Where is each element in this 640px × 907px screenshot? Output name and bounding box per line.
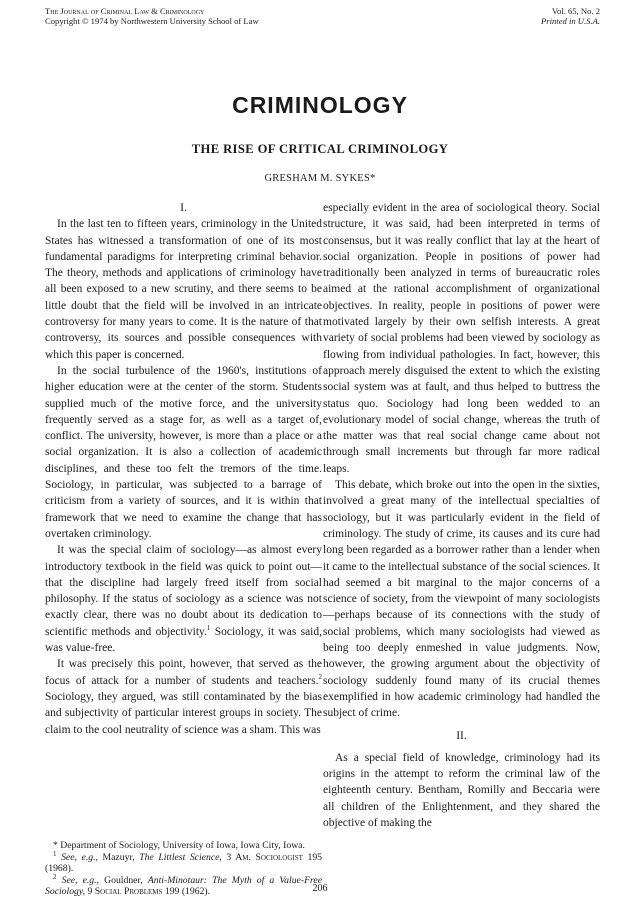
footnote-affiliation: * Department of Sociology, University of Iowa, Iowa City, Iowa.: [53, 840, 305, 851]
footnote-cite: 199 (1962).: [162, 886, 211, 897]
printed-line: Printed in U.S.A.: [541, 16, 600, 26]
copyright-line: Copyright © 1974 by Northwestern University School of Law: [45, 16, 259, 26]
paragraph-text: It was the special claim of sociology—as almost every introductory textbook in the field was quick to point out—that the discipline had largely freed itself from social philosophy. If the status of sociology as a science was not exactly clear, there was no doubt about its dedication to scientific methods and objectivity.: [45, 544, 322, 638]
footnote-author: Mazuyr,: [97, 851, 140, 863]
footnote-signal: See, e.g.,: [61, 851, 98, 863]
section-heading-one: I.: [180, 202, 187, 214]
paragraph: [45, 656, 322, 737]
footnote-journal: 9 Social Problems: [85, 886, 163, 897]
volume-line: Vol. 65, No. 2: [551, 6, 600, 16]
paragraph: In the social turbulence of the 1960's, institutions of higher education were at the center of the storm. Students supplied much of the motive force, and the university frequently served as a stage for, as well as a target of, conflict. The university, however, is more than a place or a social organization. It is also a collection of academic disciplines, and these too felt the tremors of the time. Sociology, in particular, was subjected to a barrage of criticism from a variety of sources, and it is within that framework that we need to examine the change that has overtaken criminology.: [45, 364, 322, 540]
paragraph: In the last ten to fifteen years, criminology in the United States has witnessed a transformation of one of its most fundamental paradigms for interpreting criminal behavior. The theory, methods and applications of criminology have all been exposed to a new scrutiny, and there seems to be little doubt that the field will be involved in an intricate controversy for many years to come. It is the nature of that controversy, its sources and possible consequences with which this paper is concerned.: [45, 218, 322, 361]
paragraph-text: Sociology, it was said, was value-free.: [45, 625, 322, 655]
footnote-mark: 1: [53, 849, 57, 858]
paragraph: especially evident in the area of sociological theory. Social structure, it was said, had been interpreted in terms of consensus, but it was really conflict that lay at the heart of social organization. People in positions of power had traditionally been analyzed in terms of bureaucratic roles aimed at the rational accomplishment of organizational objectives. In reality, people in positions of power were motivated largely by their own selfish interests. A great variety of social problems had been viewed by sociology as flowing from individual pathologies. In fact, however, this approach merely disguised the extent to which the existing social system was at fault, and thus helped to buttress the status quo. Sociology had long been wedded to an evolutionary model of social change, whereas the truth of the matter was that real social change came about not through small increments but through far more radical leaps.: [323, 202, 600, 475]
footnote-mark: 2: [53, 872, 57, 881]
running-head-right: [541, 6, 600, 26]
footnote-signal: See, e.g.,: [61, 874, 99, 886]
journal-name: The Journal of Criminal Law & Criminology: [45, 6, 205, 16]
footnote-author: Gouldner,: [99, 874, 148, 886]
right-column: [323, 200, 600, 831]
running-head-left: [45, 6, 259, 26]
footnote-cite: 195 (1968).: [45, 851, 323, 874]
page-number: 206: [312, 883, 328, 894]
paragraph: [45, 542, 322, 656]
article-title: THE RISE OF CRITICAL CRIMINOLOGY: [191, 142, 449, 156]
paragraph-text: It was precisely this point, however, that served as the focus of attack for a number of students and teachers.: [45, 658, 322, 687]
footnote-title: Anti-Minotaur: The Myth of a Value-Free Sociology,: [45, 874, 323, 897]
footnote-journal: 3 Am. Sociologist: [221, 851, 303, 863]
footnote-one: [45, 849, 323, 875]
section-title: CRIMINOLOGY: [232, 92, 408, 118]
section-heading-two: II.: [456, 729, 467, 742]
paragraph-text: Sociology, they argued, was still contaminated by the bias and subjectivity of particular interest groups in society. The claim to the cool neutrality of science was a sham. This was: [45, 690, 322, 736]
footnote-title: The Littlest Science,: [139, 851, 222, 863]
paragraph: This debate, which broke out into the open in the sixties, involved a great many of the intellectual specialties of sociology, but it was particularly evident in the field of criminology. The study of crime, its causes and its cure had long been regarded as a borrower rather than a lender when it came to the intellectual substance of the social sciences. It had seemed a bit marginal to the major concerns of a science of society, from the viewpoint of many sociologists—perhaps because of its connections with the study of social problems, which many sociologists had viewed as being too deeply enmeshed in value judgments. Now, however, the growing argument about the objectivity of sociology suddenly found many of its crucial themes exemplified in how academic criminology had handled the subject of crime.: [323, 479, 600, 720]
author-byline: GRESHAM M. SYKES*: [264, 173, 376, 184]
footnote-ref: 2: [318, 672, 322, 681]
paragraph: As a special field of knowledge, criminology had its origins in the attempt to reform the criminal law of the eighteenth century. Bentham, Romilly and Beccaria were all children of the Enlightenment, and they shared the objective of making the: [323, 751, 600, 829]
left-column: [45, 200, 322, 738]
footnote-ref: 1: [206, 623, 211, 632]
